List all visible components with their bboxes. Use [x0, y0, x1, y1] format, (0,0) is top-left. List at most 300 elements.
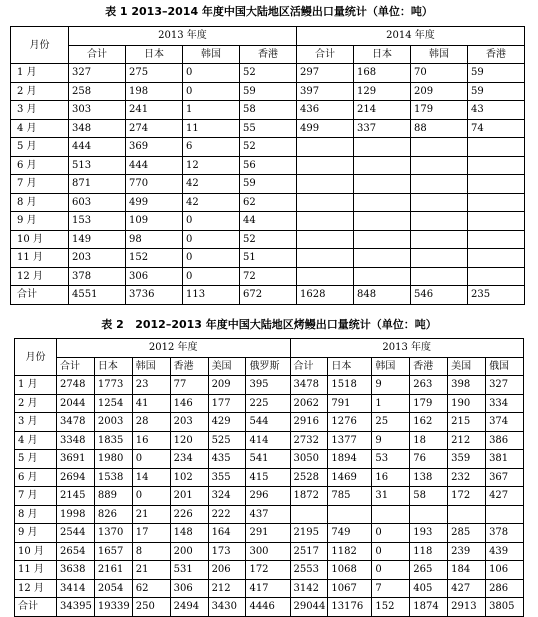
table1-cell: [354, 249, 411, 268]
table2-cell: 1182: [328, 542, 372, 561]
table2-cell: 0: [372, 542, 410, 561]
table1-row-label: 10 月: [11, 230, 69, 249]
table2-cell: 29044: [290, 598, 328, 617]
table2-cell: 378: [486, 524, 524, 543]
table2-row: [15, 376, 524, 395]
table1-row-label: 11 月: [11, 249, 69, 268]
table1-row: [11, 64, 525, 83]
table2-cell: 3805: [486, 598, 524, 617]
table2-title: 表 2 2012–2013 年度中国大陆地区烤鳗出口量统计（单位：吨）: [101, 318, 437, 331]
table2-cell: 200: [170, 542, 208, 561]
table1-cell: [297, 193, 354, 212]
table1-cell: 58: [240, 101, 297, 120]
table2-col-header: 韩国: [132, 357, 170, 376]
table2-cell: 2694: [57, 468, 95, 487]
table2-cell: 286: [486, 579, 524, 598]
table1-cell: [297, 267, 354, 286]
table2-cell: 21: [132, 561, 170, 580]
table2-cell: 172: [448, 487, 486, 506]
table2-col-header: 俄罗斯: [246, 357, 290, 376]
table2-cell: 381: [486, 450, 524, 469]
table2-cell: 18: [410, 431, 448, 450]
table1-cell: [297, 230, 354, 249]
table2-cell: 306: [170, 579, 208, 598]
table2-cell: 296: [246, 487, 290, 506]
table1-cell: 88: [411, 119, 468, 138]
table2-cell: 437: [246, 505, 290, 524]
table1-cell: [354, 230, 411, 249]
table1-cell: 6: [183, 138, 240, 157]
table2-cell: 58: [410, 487, 448, 506]
table2-cell: 4446: [246, 598, 290, 617]
table1-cell: 3736: [126, 286, 183, 305]
table2-cell: 2732: [290, 431, 328, 450]
table2-cell: 1773: [94, 376, 132, 395]
table2-cell: 1377: [328, 431, 372, 450]
table2-cell: 16: [372, 468, 410, 487]
table1-col-header: 韩国: [411, 45, 468, 64]
table2-row: [15, 542, 524, 561]
table2-group-2013: 2013 年度: [290, 339, 524, 358]
table2-cell: 435: [208, 450, 246, 469]
table1-cell: 436: [297, 101, 354, 120]
table2-cell: 250: [132, 598, 170, 617]
table2-cell: 102: [170, 468, 208, 487]
table1-cell: 297: [297, 64, 354, 83]
table2-cell: 138: [410, 468, 448, 487]
table1-cell: 59: [468, 82, 525, 101]
table2-cell: 3050: [290, 450, 328, 469]
table2-cell: 28: [132, 413, 170, 432]
table2-row-label: 2 月: [15, 394, 57, 413]
table2-cell: 209: [208, 376, 246, 395]
table2-col-header: 日本: [328, 357, 372, 376]
table2-cell: 234: [170, 450, 208, 469]
table2-row-label: 5 月: [15, 450, 57, 469]
table2-row: [15, 487, 524, 506]
table2-cell: 415: [246, 468, 290, 487]
table2-cell: 2161: [94, 561, 132, 580]
table2-cell: 1469: [328, 468, 372, 487]
table2-cell: 2195: [290, 524, 328, 543]
table2-cell: 215: [448, 413, 486, 432]
table2-cell: 1998: [57, 505, 95, 524]
table1-sub-header-row: [11, 45, 525, 64]
table2-row: [15, 394, 524, 413]
table1-cell: 871: [69, 175, 126, 194]
table2-row-label: 12 月: [15, 579, 57, 598]
table2-cell: 3638: [57, 561, 95, 580]
table1-cell: 0: [183, 64, 240, 83]
table1-cell: 44: [240, 212, 297, 231]
table1-cell: 203: [69, 249, 126, 268]
table1-cell: [297, 249, 354, 268]
table2-row-label: 7 月: [15, 487, 57, 506]
table2-cell: 3348: [57, 431, 95, 450]
table1-cell: [297, 175, 354, 194]
table1-title: 表 1 2013–2014 年度中国大陆地区活鳗出口量统计（单位：吨）: [105, 5, 433, 18]
table2-cell: 1872: [290, 487, 328, 506]
table2-cell: 427: [486, 487, 524, 506]
table1-cell: 348: [69, 119, 126, 138]
table2-cell: 427: [448, 579, 486, 598]
table1-cell: 848: [354, 286, 411, 305]
table2-cell: 367: [486, 468, 524, 487]
table2-cell: 0: [132, 487, 170, 506]
table2-cell: 25: [372, 413, 410, 432]
table1-row: [11, 230, 525, 249]
table2-cell: 148: [170, 524, 208, 543]
table2-cell: 263: [410, 376, 448, 395]
table1-cell: 179: [411, 101, 468, 120]
table2-cell: 439: [486, 542, 524, 561]
table2-cell: 17: [132, 524, 170, 543]
table1-cell: 42: [183, 193, 240, 212]
table1-cell: 11: [183, 119, 240, 138]
table1-cell: [411, 193, 468, 212]
table2-cell: 62: [132, 579, 170, 598]
table1-col-header: 日本: [126, 45, 183, 64]
table1-cell: [411, 212, 468, 231]
table1-live-eel-exports: [10, 26, 525, 305]
table1-col-header: 日本: [354, 45, 411, 64]
table2-cell: 1657: [94, 542, 132, 561]
table1-cell: 42: [183, 175, 240, 194]
table2-cell: 201: [170, 487, 208, 506]
table1-cell: 59: [468, 64, 525, 83]
table2-cell: 531: [170, 561, 208, 580]
table2-roasted-eel-exports: [14, 338, 524, 617]
table1-row: [11, 212, 525, 231]
table2-cell: 749: [328, 524, 372, 543]
table2-group-header-row: [15, 339, 524, 358]
table1-cell: 235: [468, 286, 525, 305]
table2-sub-header-row: [15, 357, 524, 376]
table2-cell: 225: [246, 394, 290, 413]
table1-cell: 98: [126, 230, 183, 249]
table2-cell: 2145: [57, 487, 95, 506]
table2-cell: 544: [246, 413, 290, 432]
table2-cell: 2654: [57, 542, 95, 561]
table2-cell: 2494: [170, 598, 208, 617]
table1-row-label: 5 月: [11, 138, 69, 157]
table1-cell: 0: [183, 267, 240, 286]
table1-cell: 603: [69, 193, 126, 212]
table2-cell: 177: [208, 394, 246, 413]
table2-cell: 327: [486, 376, 524, 395]
table1-cell: [468, 267, 525, 286]
table2-cell: 1518: [328, 376, 372, 395]
table1-cell: 59: [240, 82, 297, 101]
table2-cell: 77: [170, 376, 208, 395]
table2-cell: 2544: [57, 524, 95, 543]
table1-row: [11, 119, 525, 138]
table2-col-header: 美国: [208, 357, 246, 376]
table2-cell: 3430: [208, 598, 246, 617]
table1-cell: 153: [69, 212, 126, 231]
table1-row-label: 4 月: [11, 119, 69, 138]
table1-cell: [354, 138, 411, 157]
table1-row: [11, 267, 525, 286]
table1-cell: 303: [69, 101, 126, 120]
table1-cell: 62: [240, 193, 297, 212]
table1-row-label: 8 月: [11, 193, 69, 212]
table2-cell: 291: [246, 524, 290, 543]
table1-cell: 209: [411, 82, 468, 101]
table1-row-label: 12 月: [11, 267, 69, 286]
table2-cell: 19339: [94, 598, 132, 617]
table1-group-header-row: [11, 27, 525, 46]
table1-cell: 74: [468, 119, 525, 138]
table2-cell: [290, 505, 328, 524]
table2-col-header: 合计: [290, 357, 328, 376]
table1-cell: [297, 138, 354, 157]
table2-cell: [448, 505, 486, 524]
table1-cell: 337: [354, 119, 411, 138]
table2-cell: 2003: [94, 413, 132, 432]
table2-cell: 179: [410, 394, 448, 413]
table1-row: [11, 156, 525, 175]
table1-row: [11, 175, 525, 194]
table2-cell: 9: [372, 431, 410, 450]
table2-cell: 23: [132, 376, 170, 395]
table1-cell: 274: [126, 119, 183, 138]
table2-cell: 193: [410, 524, 448, 543]
table1-cell: 275: [126, 64, 183, 83]
table2-cell: 2748: [57, 376, 95, 395]
table2-cell: 1370: [94, 524, 132, 543]
table2-cell: 395: [246, 376, 290, 395]
table2-cell: 172: [246, 561, 290, 580]
table2-cell: 41: [132, 394, 170, 413]
table1-cell: 258: [69, 82, 126, 101]
table2-cell: 152: [372, 598, 410, 617]
table1-col-header: 合计: [297, 45, 354, 64]
table2-cell: 232: [448, 468, 486, 487]
table2-row-label: 合计: [15, 598, 57, 617]
table2-cell: 324: [208, 487, 246, 506]
table1-col-header: 韩国: [183, 45, 240, 64]
table1-cell: 499: [297, 119, 354, 138]
table1-cell: [411, 230, 468, 249]
table2-cell: 355: [208, 468, 246, 487]
table2-cell: 0: [372, 561, 410, 580]
table2-cell: 31: [372, 487, 410, 506]
table2-cell: 398: [448, 376, 486, 395]
table1-cell: 327: [69, 64, 126, 83]
table2-cell: 525: [208, 431, 246, 450]
table1-cell: [297, 212, 354, 231]
table2-cell: 2913: [448, 598, 486, 617]
table2-cell: 203: [170, 413, 208, 432]
table2-cell: 13176: [328, 598, 372, 617]
table2-cell: [372, 505, 410, 524]
table2-cell: 1068: [328, 561, 372, 580]
table2-cell: 541: [246, 450, 290, 469]
table1-cell: 152: [126, 249, 183, 268]
table2-cell: 190: [448, 394, 486, 413]
table1-cell: 109: [126, 212, 183, 231]
table2-cell: 429: [208, 413, 246, 432]
table2-cell: 7: [372, 579, 410, 598]
table1-row-label: 9 月: [11, 212, 69, 231]
table1-cell: 55: [240, 119, 297, 138]
table2-cell: 1: [372, 394, 410, 413]
table2-cell: 2044: [57, 394, 95, 413]
table2-row: [15, 598, 524, 617]
table1-cell: 56: [240, 156, 297, 175]
table2-row: [15, 524, 524, 543]
table2-cell: 212: [208, 579, 246, 598]
table1-cell: [411, 138, 468, 157]
table2-col-header: 韩国: [372, 357, 410, 376]
table2-cell: 1538: [94, 468, 132, 487]
table1-cell: [411, 267, 468, 286]
table1-cell: 149: [69, 230, 126, 249]
table2-cell: 386: [486, 431, 524, 450]
table2-cell: 2528: [290, 468, 328, 487]
table2-col-header: 香港: [410, 357, 448, 376]
table1-cell: 306: [126, 267, 183, 286]
table2-cell: 2553: [290, 561, 328, 580]
table1-row-label: 3 月: [11, 101, 69, 120]
table2-cell: 785: [328, 487, 372, 506]
table2-cell: 76: [410, 450, 448, 469]
table2-cell: 1276: [328, 413, 372, 432]
table1-cell: [354, 193, 411, 212]
table2-row: [15, 468, 524, 487]
table2-cell: 8: [132, 542, 170, 561]
table2-cell: 34395: [57, 598, 95, 617]
table1-cell: [411, 175, 468, 194]
table1-group-2014: 2014 年度: [297, 27, 525, 46]
table2-cell: 405: [410, 579, 448, 598]
table2-cell: 374: [486, 413, 524, 432]
table1-row: [11, 193, 525, 212]
table2-cell: 1835: [94, 431, 132, 450]
table2-cell: 3478: [57, 413, 95, 432]
table2-row: [15, 579, 524, 598]
table2-cell: 120: [170, 431, 208, 450]
table1-row: [11, 138, 525, 157]
table1-cell: 0: [183, 212, 240, 231]
table1-body: [11, 64, 525, 305]
table2-cell: 164: [208, 524, 246, 543]
table2-col-header: 俄国: [486, 357, 524, 376]
table2-cell: 0: [132, 450, 170, 469]
table1-row-label: 1 月: [11, 64, 69, 83]
table2-cell: 3414: [57, 579, 95, 598]
table2-cell: 173: [208, 542, 246, 561]
table2-cell: [410, 505, 448, 524]
table2-row-label: 6 月: [15, 468, 57, 487]
table1-row-label: 2 月: [11, 82, 69, 101]
table1-cell: [468, 212, 525, 231]
table1-cell: 59: [240, 175, 297, 194]
table1-cell: 672: [240, 286, 297, 305]
table2-cell: 265: [410, 561, 448, 580]
table1-cell: [411, 156, 468, 175]
table1-cell: 129: [354, 82, 411, 101]
table2-cell: 1980: [94, 450, 132, 469]
table2-cell: 414: [246, 431, 290, 450]
table2-cell: 1067: [328, 579, 372, 598]
table1-cell: [468, 138, 525, 157]
table2-cell: 206: [208, 561, 246, 580]
table1-row: [11, 286, 525, 305]
table2-cell: 14: [132, 468, 170, 487]
table1-cell: [354, 175, 411, 194]
table2-body: [15, 376, 524, 617]
table1-cell: 72: [240, 267, 297, 286]
table2-cell: 16: [132, 431, 170, 450]
table1-row: [11, 82, 525, 101]
table2-cell: 162: [410, 413, 448, 432]
table1-col-header: 香港: [468, 45, 525, 64]
table2-col-header: 美国: [448, 357, 486, 376]
table1-col-header: 合计: [69, 45, 126, 64]
table2-cell: 184: [448, 561, 486, 580]
table1-cell: [411, 249, 468, 268]
table2-row: [15, 450, 524, 469]
table1-cell: 52: [240, 230, 297, 249]
table2-cell: 239: [448, 542, 486, 561]
table2-cell: 3478: [290, 376, 328, 395]
table2-row: [15, 505, 524, 524]
table1-cell: 546: [411, 286, 468, 305]
table1-cell: 369: [126, 138, 183, 157]
table1-row: [11, 249, 525, 268]
table1-cell: 499: [126, 193, 183, 212]
table1-cell: 444: [69, 138, 126, 157]
table1-cell: [468, 249, 525, 268]
table2-group-2012: 2012 年度: [57, 339, 291, 358]
table2-cell: 889: [94, 487, 132, 506]
table2-cell: 826: [94, 505, 132, 524]
table2-cell: 791: [328, 394, 372, 413]
table1-cell: [354, 156, 411, 175]
table2-cell: 226: [170, 505, 208, 524]
table1-cell: 770: [126, 175, 183, 194]
table2-cell: 9: [372, 376, 410, 395]
table1-cell: 52: [240, 64, 297, 83]
table2-cell: 1894: [328, 450, 372, 469]
table1-col-header: 香港: [240, 45, 297, 64]
table1-cell: [354, 212, 411, 231]
table1-cell: 198: [126, 82, 183, 101]
table2-cell: 359: [448, 450, 486, 469]
table2-cell: 1254: [94, 394, 132, 413]
table2-cell: 2517: [290, 542, 328, 561]
table1-cell: [468, 230, 525, 249]
table1-cell: 70: [411, 64, 468, 83]
table1-cell: [468, 175, 525, 194]
table1-cell: [468, 193, 525, 212]
table2-row-label: 11 月: [15, 561, 57, 580]
table1-cell: 0: [183, 230, 240, 249]
table1-row-label: 6 月: [11, 156, 69, 175]
table2-month-header: 月份: [15, 339, 57, 376]
table1-cell: 4551: [69, 286, 126, 305]
table1-cell: 12: [183, 156, 240, 175]
table1-row-label: 合计: [11, 286, 69, 305]
table1-cell: 0: [183, 249, 240, 268]
table1-cell: 168: [354, 64, 411, 83]
table1-cell: 43: [468, 101, 525, 120]
table1-cell: 378: [69, 267, 126, 286]
table2-cell: 53: [372, 450, 410, 469]
table2-row-label: 3 月: [15, 413, 57, 432]
